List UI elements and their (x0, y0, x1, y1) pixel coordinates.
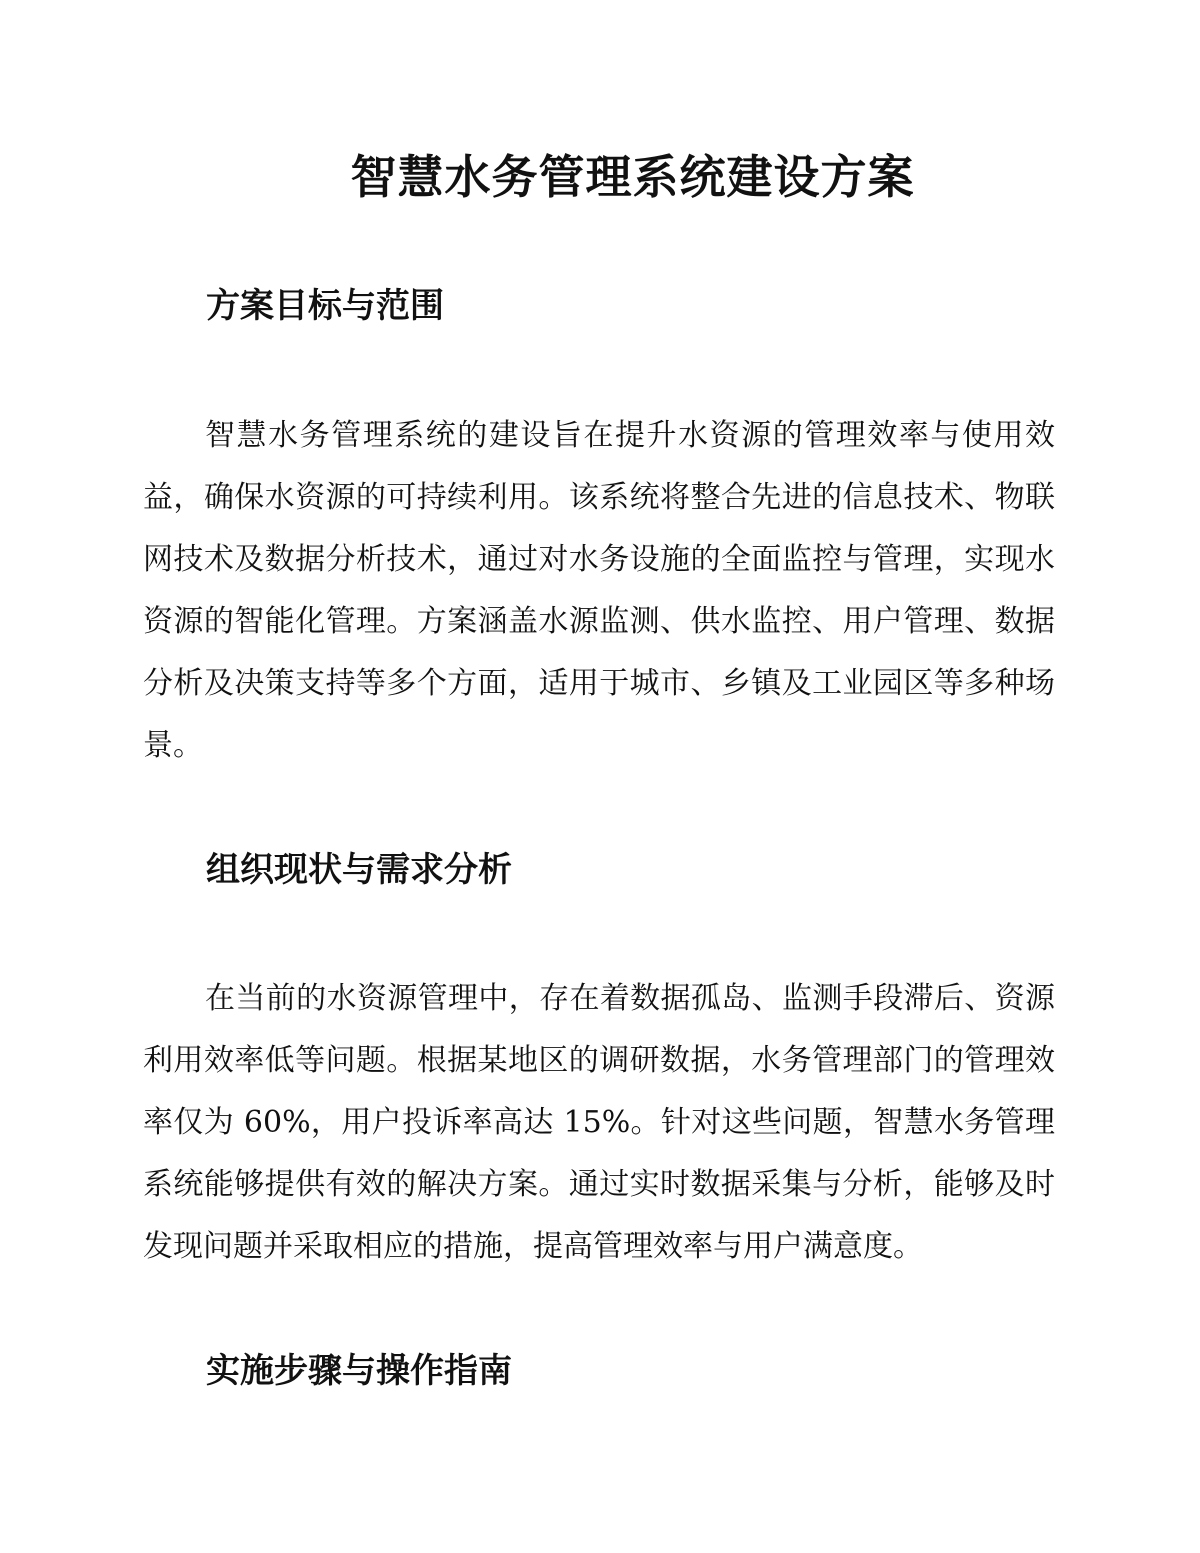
section-heading-status-needs: 组织现状与需求分析 (206, 850, 512, 890)
document-title: 智慧水务管理系统建设方案 (350, 150, 915, 204)
section-paragraph-status-needs: 在当前的水资源管理中，存在着数据孤岛、监测手段滞后、资源利用效率低等问题。根据某地区的调研数据，水务管理部门的管理效率仅为 60%，用户投诉率高达 15%。针对这些问题，智慧水务管理系统能够提供有效的解决方案。通过实时数据采集与分析，能够及时发现问题并采取相应的措施，提高管理效率与用户满意度。 (143, 981, 1055, 1264)
section-paragraph-goals-scope: 智慧水务管理系统的建设旨在提升水资源的管理效率与使用效益，确保水资源的可持续利用。该系统将整合先进的信息技术、物联网技术及数据分析技术，通过对水务设施的全面监控与管理，实现水资源的智能化管理。方案涵盖水源监测、供水监控、用户管理、数据分析及决策支持等多个方面，适用于城市、乡镇及工业园区等多种场景。 (143, 418, 1055, 763)
section-heading-implementation: 实施步骤与操作指南 (206, 1351, 512, 1391)
section-heading-goals-scope: 方案目标与范围 (206, 286, 444, 326)
